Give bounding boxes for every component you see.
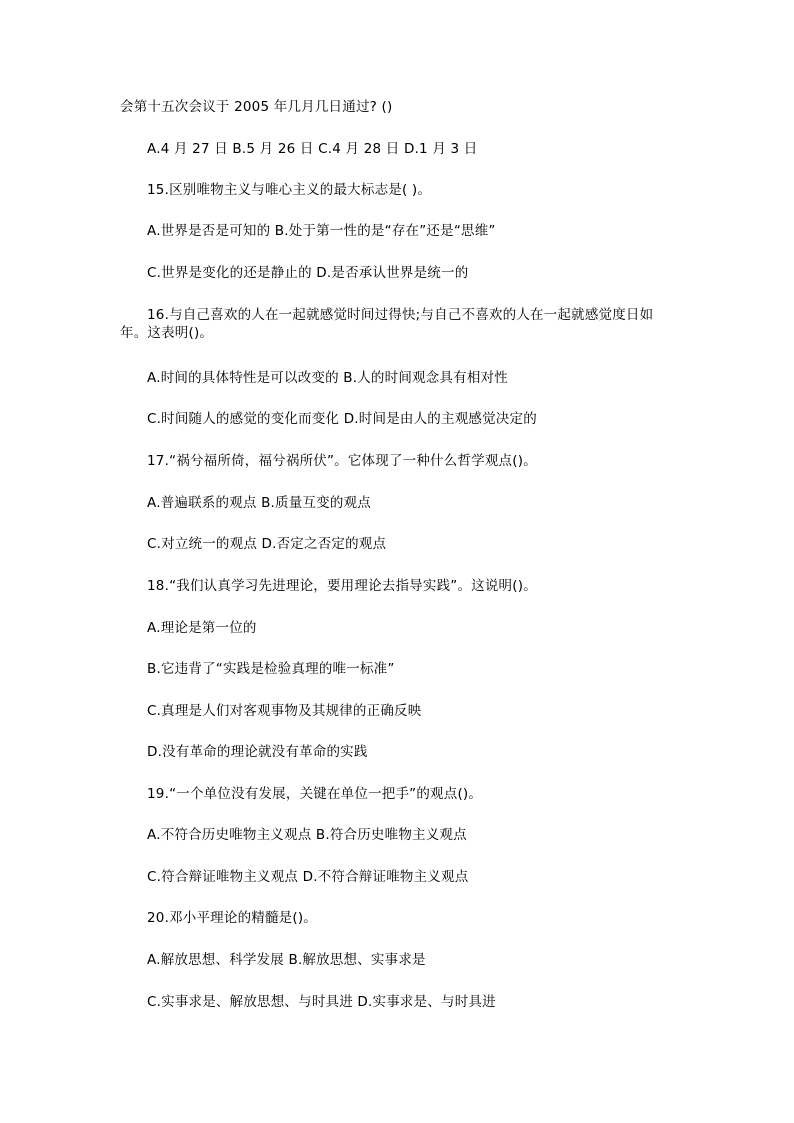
question-19-stem: 19.“一个单位没有发展，关键在单位一把手”的观点()。 bbox=[147, 786, 483, 802]
question-17-options-cd: C.对立统一的观点 D.否定之否定的观点 bbox=[147, 536, 387, 552]
question-19-options-ab: A.不符合历史唯物主义观点 B.符合历史唯物主义观点 bbox=[147, 827, 467, 843]
question-18-option-b: B.它违背了“实践是检验真理的唯一标准” bbox=[147, 661, 395, 677]
question-15-options-cd: C.世界是变化的还是静止的 D.是否承认世界是统一的 bbox=[147, 265, 469, 281]
question-18-stem: 18.“我们认真学习先进理论，要用理论去指导实践”。这说明()。 bbox=[147, 578, 537, 594]
question-16-stem: 16.与自己喜欢的人在一起就感觉时间过得快;与自己不喜欢的人在一起就感觉度日如年。这表明()。 bbox=[120, 307, 654, 341]
question-20-stem: 20.邓小平理论的精髓是()。 bbox=[147, 910, 318, 926]
question-15-options-ab: A.世界是否是可知的 B.处于第一性的是“存在”还是“思维” bbox=[147, 223, 496, 239]
question-14-options: A.4 月 27 日 B.5 月 26 日 C.4 月 28 日 D.1 月 3 日 bbox=[147, 141, 478, 157]
question-15-stem: 15.区别唯物主义与唯心主义的最大标志是( )。 bbox=[147, 182, 432, 198]
question-18-option-c: C.真理是人们对客观事物及其规律的正确反映 bbox=[147, 703, 422, 719]
question-18-option-a: A.理论是第一位的 bbox=[147, 620, 257, 636]
question-16-options-ab: A.时间的具体特性是可以改变的 B.人的时间观念具有相对性 bbox=[147, 370, 508, 386]
question-17-options-ab: A.普遍联系的观点 B.质量互变的观点 bbox=[147, 495, 371, 511]
question-20-options-ab: A.解放思想、科学发展 B.解放思想、实事求是 bbox=[147, 952, 426, 968]
question-18-option-d: D.没有革命的理论就没有革命的实践 bbox=[147, 744, 368, 760]
question-17-stem: 17.“祸兮福所倚，福兮祸所伏”。它体现了一种什么哲学观点()。 bbox=[147, 453, 537, 469]
question-20-options-cd: C.实事求是、解放思想、与时具进 D.实事求是、与时具进 bbox=[147, 994, 496, 1010]
question-16-options-cd: C.时间随人的感觉的变化而变化 D.时间是由人的主观感觉决定的 bbox=[147, 411, 537, 427]
question-19-options-cd: C.符合辩证唯物主义观点 D.不符合辩证唯物主义观点 bbox=[147, 869, 469, 885]
question-14-continuation: 会第十五次会议于 2005 年几月几日通过? () bbox=[120, 99, 393, 115]
